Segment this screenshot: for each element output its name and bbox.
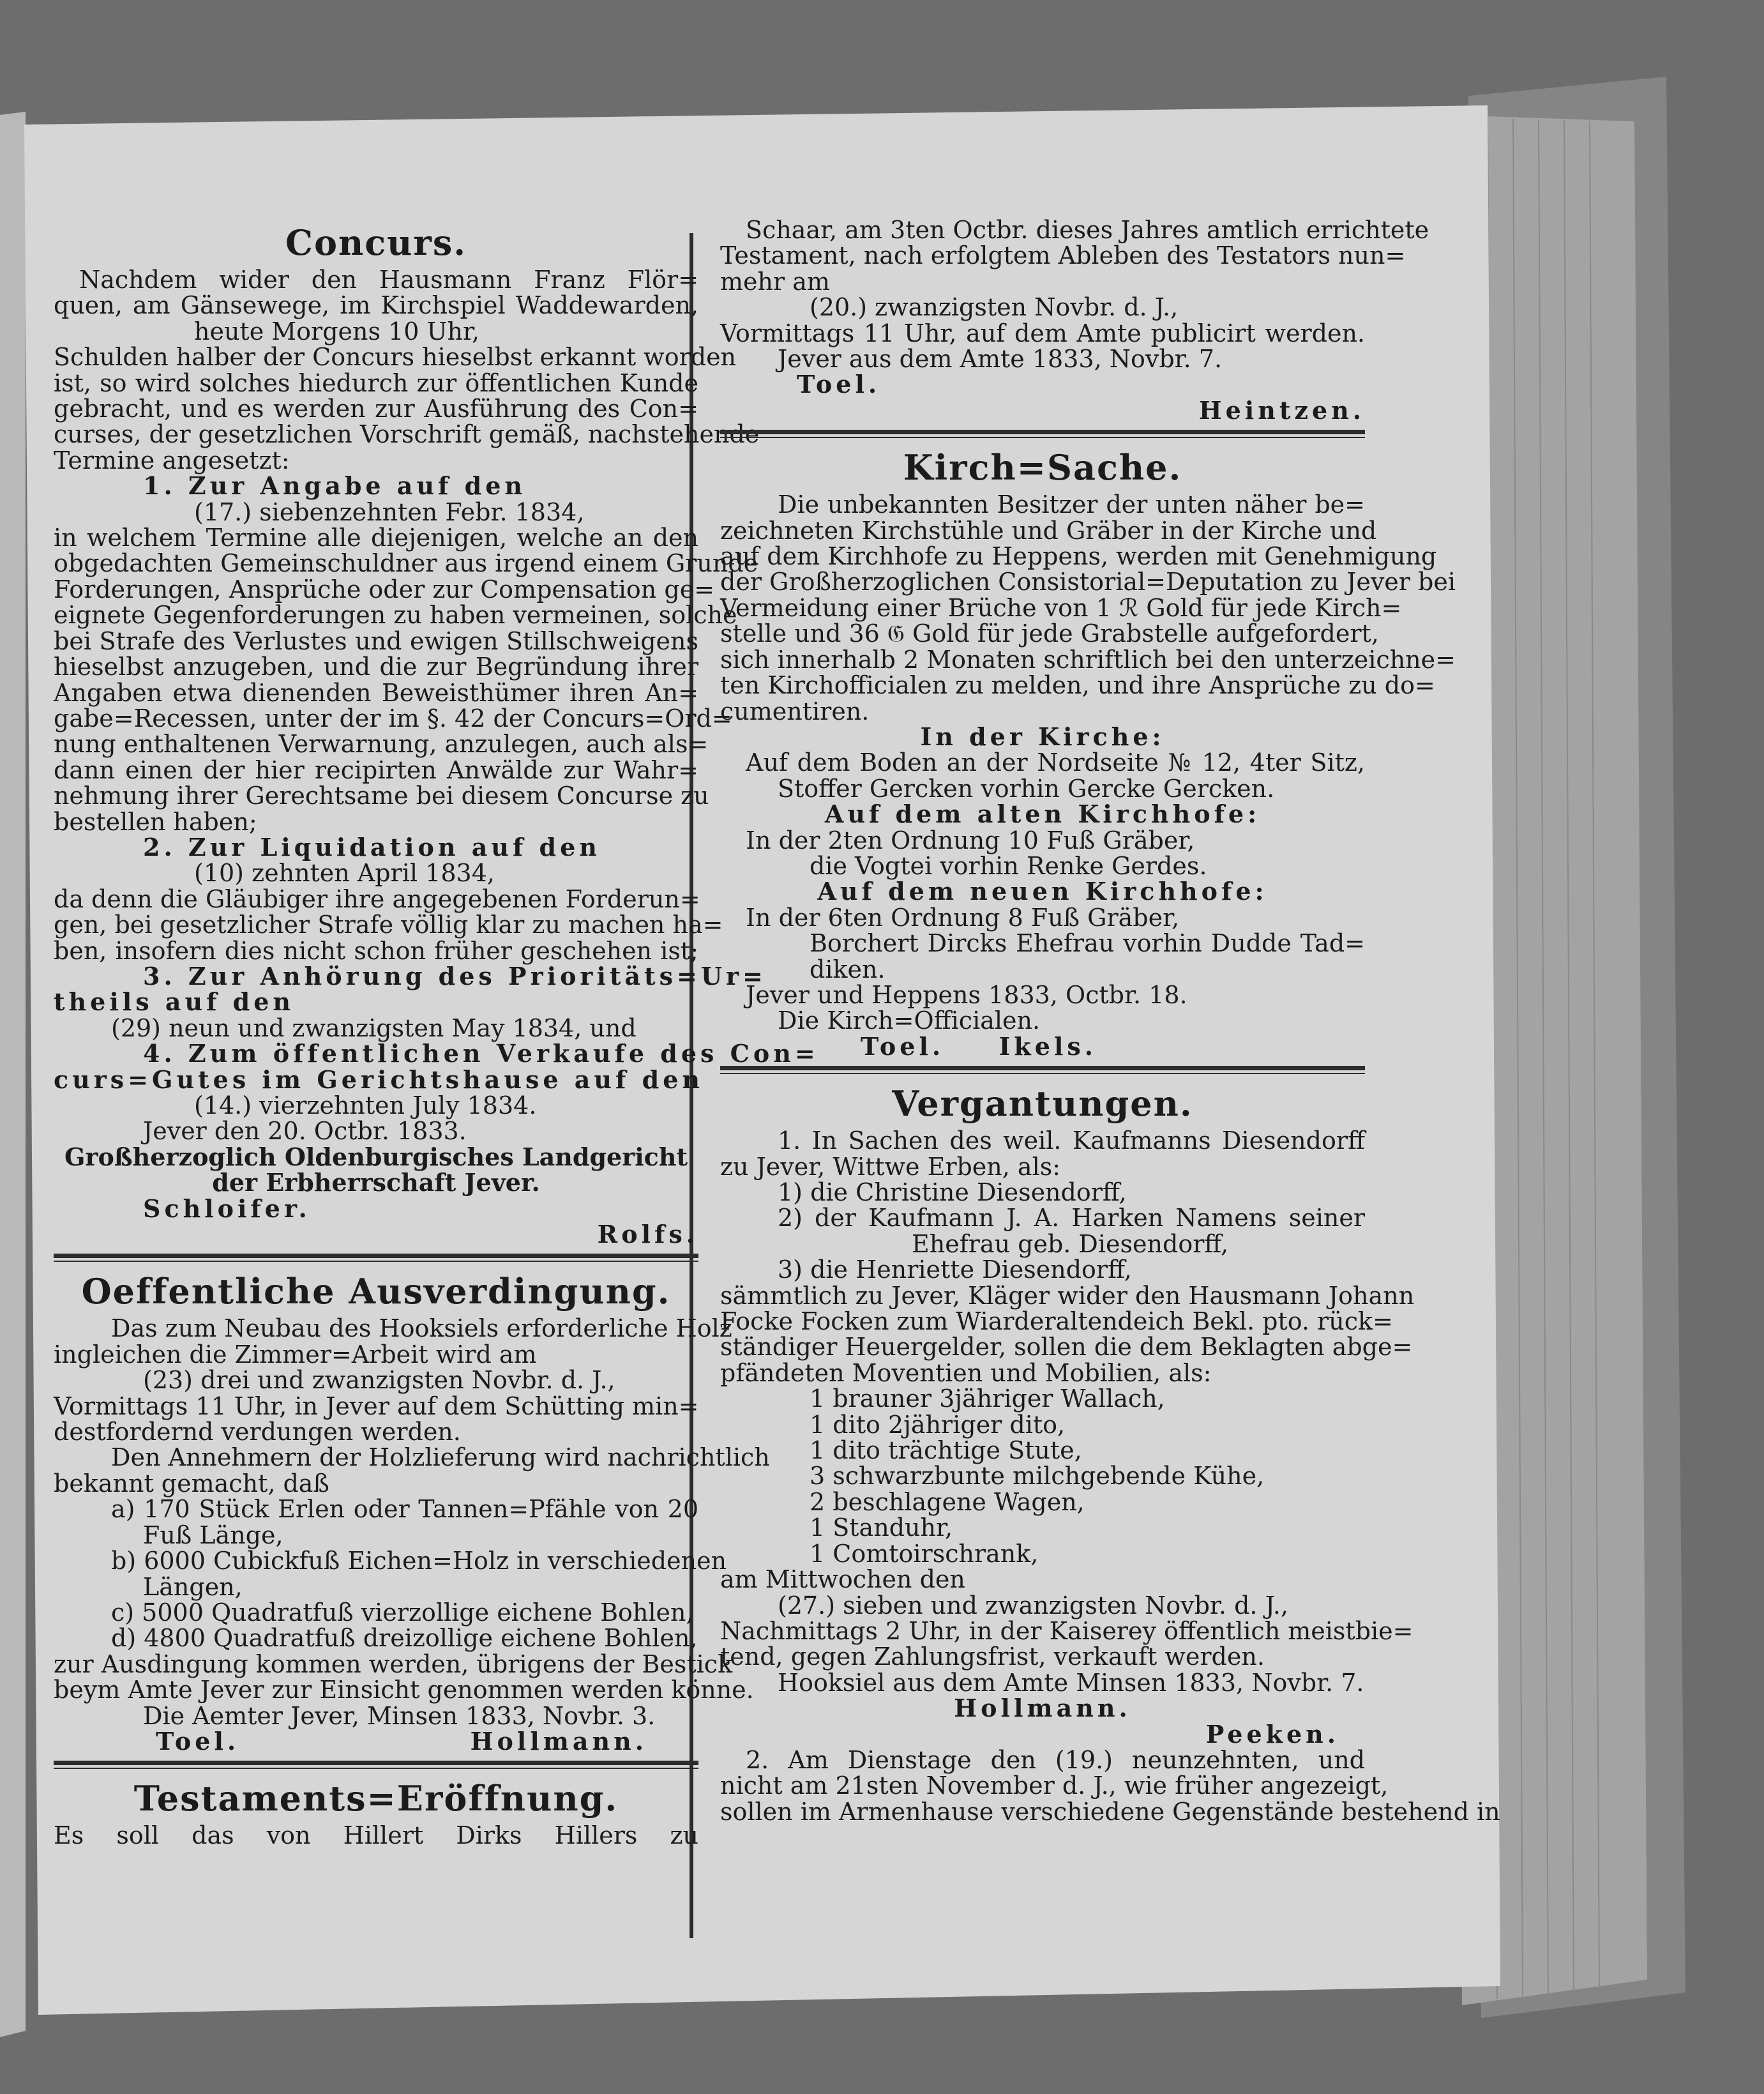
text-line: Angaben etwa dienenden Beweisthümer ihren An= [54,678,698,707]
text-line: c) 5000 Quadratfuß vierzollige eichene Bohlen, [111,1598,694,1627]
text-line: Vormittags 11 Uhr, auf dem Amte publicirt werden. [720,319,1365,347]
signature: Ikels. [999,1031,1097,1061]
text-line: in welchem Termine alle diejenigen, welche an den [54,524,698,552]
subheading: Auf dem neuen Kirchhofe: [817,877,1268,906]
ausverdingung-notice [54,1270,770,1756]
testament-continuation [720,216,1429,425]
text-line: nung enthaltenen Verwarnung, anzulegen, auch als= [54,730,709,759]
text-line: beym Amte Jever zur Einsicht genommen werden könne. [54,1676,754,1704]
signature: Toel. [861,1031,945,1061]
ausverdingung-heading: Oeffentliche Ausverdingung. [81,1271,671,1312]
signature: Heintzen. [1198,395,1365,425]
text-line: nehmung ihrer Gerechtsame bei diesem Concurse zu [54,782,709,810]
text-line: In der 2ten Ordnung 10 Fuß Gräber, [746,826,1195,854]
text-line: hieselbst anzugeben, und die zur Begründung ihrer [54,653,698,681]
text-line: curs=Gutes im Gerichtshause auf den [54,1065,704,1094]
text-line: Nachmittags 2 Uhr, in der Kaiserey öffentlich meistbie= [720,1616,1413,1645]
text-line: bestellen haben; [54,807,257,836]
text-line: da denn die Gläubiger ihre angegebenen Forderun= [54,884,700,913]
text-line: Jever den 20. Octbr. 1833. [143,1117,467,1146]
signatures [720,1031,1365,1061]
signature: Hollmann. [470,1726,647,1756]
signature: Toel. [797,370,881,399]
text-line: sollen im Armenhause verschiedene Gegenstände bestehend in [720,1797,1500,1826]
text-line: mehr am [720,267,830,296]
text-line: bekannt gemacht, daß [54,1469,329,1498]
subheading: Auf dem alten Kirchhofe: [824,800,1261,829]
text-line: Auf dem Boden an der Nordseite № 12, 4ter Sitz, [746,748,1365,777]
text-line: Es soll das von Hillert Dirks Hillers zu [54,1821,698,1850]
text-line: cumentiren. [720,697,870,725]
text-line: gen, bei gesetzlicher Strafe völlig klar zu machen ha= [54,911,723,939]
vergantungen-heading: Vergantungen. [892,1083,1193,1125]
text-line: Vormittags 11 Uhr, in Jever auf dem Schütting min= [54,1392,699,1420]
vergantungen-notice [720,1082,1500,1826]
text-line: stelle und 36 𝔊 Gold für jede Grabstelle aufgefordert, [720,619,1379,648]
text-line: Borchert Dircks Ehefrau vorhin Dudde Tad= [810,929,1365,958]
text-line: Ehefrau geb. Diesendorff, [912,1229,1229,1258]
court-name: Großherzoglich Oldenburgisches Landgericht [64,1142,688,1171]
text-line: pfändeten Moventien und Mobilien, als: [720,1358,1212,1387]
signature: Peeken. [1205,1719,1339,1749]
text-line: ingleichen die Zimmer=Arbeit wird am [54,1340,537,1369]
text-line: am Mittwochen den [720,1565,965,1594]
signature: Toel. [156,1726,240,1756]
text-line: ben, insofern dies nicht schon früher geschehen ist; [54,936,698,965]
signature: Hollmann. [954,1694,1131,1723]
text-line: 3. Zur Anhörung des Prioritäts=Ur= [143,961,767,990]
text-line: eignete Gegenforderungen zu haben vermeinen, solche [54,601,737,630]
text-line: (14.) vierzehnten July 1834. [194,1091,537,1119]
section-divider [54,1254,698,1262]
signature: Rolfs. [597,1220,698,1249]
section-divider [54,1761,698,1769]
text-line: Jever aus dem Amte 1833, Novbr. 7. [778,345,1223,374]
text-line: destfordernd verdungen werden. [54,1418,461,1446]
text-line: Jever und Heppens 1833, Octbr. 18. [746,980,1187,1009]
text-line: 1 Comtoirschrank, [810,1539,1039,1568]
text-line: theils auf den [54,987,295,1017]
text-line: Nachdem wider den Hausmann Franz Flör= [79,266,698,294]
text-line: 1. Zur Angabe auf den [143,471,526,501]
text-line: sich innerhalb 2 Monaten schriftlich bei den unterzeichne= [720,645,1456,674]
text-line: Testament, nach erfolgtem Ableben des Testators nun= [720,241,1406,270]
text-line: gabe=Recessen, unter der im §. 42 der Concurs=Ord= [54,704,732,732]
text-line: Fuß Länge, [143,1521,283,1549]
court-district: der Erbherrschaft Jever. [212,1168,540,1197]
text-line: Längen, [143,1572,243,1601]
text-line: 1 Standuhr, [810,1514,953,1542]
text-line: 1. In Sachen des weil. Kaufmanns Diesendorff [778,1127,1365,1155]
kirch-heading: Kirch=Sache. [903,447,1182,489]
subheading: In der Kirche: [920,722,1165,751]
text-line: auf dem Kirchhofe zu Heppens, werden mit Genehmigung [720,542,1437,571]
text-line: Die Kirch=Officialen. [778,1006,1041,1035]
kirch-notice [720,446,1456,1061]
text-line: Forderungen, Ansprüche oder zur Compensation ge= [54,575,715,603]
text-line: a) 170 Stück Erlen oder Tannen=Pfähle von 20 [111,1495,698,1524]
text-line: b) 6000 Cubickfuß Eichen=Holz in verschiedenen [111,1547,727,1575]
text-line: 1 dito trächtige Stute, [810,1436,1082,1465]
text-line: ständiger Heuergelder, sollen die dem Beklagten abge= [720,1333,1413,1362]
text-line: 1) die Christine Diesendorff, [778,1178,1127,1206]
signatures [720,372,1365,397]
text-line: Das zum Neubau des Hooksiels erforderliche Holz [111,1314,732,1343]
newspaper-page [24,121,1502,2012]
text-line: zur Ausdingung kommen werden, übrigens der Bestick [54,1650,733,1678]
text-line: die Vogtei vorhin Renke Gerdes. [810,851,1207,880]
text-line: sämmtlich zu Jever, Kläger wider den Hausmann Johann [720,1281,1415,1310]
text-line: Hooksiel aus dem Amte Minsen 1833, Novbr. 7. [778,1668,1364,1697]
text-line: zeichneten Kirchstühle und Gräber in der Kirche und [720,516,1377,545]
text-line: (20.) zwanzigsten Novbr. d. J., [810,293,1179,322]
text-line: Schaar, am 3ten Octbr. dieses Jahres amtlich errichtete [746,216,1429,244]
text-line: 4. Zum öffentlichen Verkaufe des Con= [143,1039,819,1068]
text-line: 2. Zur Liquidation auf den [143,832,601,861]
text-line: 3) die Henriette Diesendorff, [778,1256,1132,1284]
text-line: Termine angesetzt: [54,446,290,474]
text-line: tend, gegen Zahlungsfrist, verkauft werden. [720,1643,1265,1671]
concurs-heading: Concurs. [285,222,467,263]
text-line: ist, so wird solches hiedurch zur öffentlichen Kunde [54,368,698,397]
text-line: 2. Am Dienstage den (19.) neunzehnten, und [746,1745,1365,1774]
testament-heading: Testaments=Eröffnung. [133,1778,619,1819]
text-line: Die unbekannten Besitzer der unten näher be= [778,490,1365,519]
text-line: (27.) sieben und zwanzigsten Novbr. d. J., [778,1591,1289,1620]
section-divider [720,430,1365,438]
left-page-edge [0,112,26,2037]
right-column [720,216,1500,1826]
text-line: Focke Focken zum Wiarderaltendeich Bekl. pto. rück= [720,1307,1393,1336]
text-line: dann einen der hier recipirten Anwälde zur Wahr= [54,755,698,784]
text-line: curses, der gesetzlichen Vorschrift gemäß, nachstehende [54,420,760,449]
text-line: 1 dito 2jähriger dito, [810,1410,1066,1439]
text-line: In der 6ten Ordnung 8 Fuß Gräber, [746,903,1180,932]
text-line: gebracht, und es werden zur Ausführung des Con= [54,395,698,423]
text-line: diken. [810,955,886,983]
signature: Schloifer. [143,1194,311,1223]
text-line: bei Strafe des Verlustes und ewigen Stillschweigens [54,626,698,655]
testament-notice [54,1777,698,1848]
text-line: nicht am 21sten November d. J., wie früher angezeigt, [720,1772,1389,1800]
text-line: zu Jever, Wittwe Erben, als: [720,1152,1061,1181]
text-line: Den Annehmern der Holzlieferung wird nachrichtlich [111,1443,770,1472]
text-line: 1 brauner 3jähriger Wallach, [810,1385,1165,1413]
text-line: (23) drei und zwanzigsten Novbr. d. J., [143,1366,615,1395]
text-line: der Großherzoglichen Consistorial=Deputation zu Jever bei [720,568,1456,596]
text-line: (10) zehnten April 1834, [194,859,495,888]
text-line: Vermeidung einer Brüche von 1 ℛ Gold für jede Kirch= [720,593,1402,622]
text-line: Stoffer Gercken vorhin Gercke Gercken. [778,774,1275,803]
text-line: 2) der Kaufmann J. A. Harken Namens seiner [778,1204,1365,1233]
text-line: ten Kirchofficialen zu melden, und ihre Ansprüche zu do= [720,671,1435,700]
signatures [54,1726,698,1756]
section-divider [720,1066,1365,1074]
text-line: obgedachten Gemeinschuldner aus irgend einem Grunde [54,549,758,578]
text-line: Schulden halber der Concurs hieselbst erkannt worden [54,343,737,372]
text-line: 2 beschlagene Wagen, [810,1487,1085,1516]
text-line: quen, am Gänsewege, im Kirchspiel Waddewarden, [54,291,698,320]
text-line: d) 4800 Quadratfuß dreizollige eichene Bohlen, [111,1624,698,1653]
text-line: 3 schwarzbunte milchgebende Kühe, [810,1462,1265,1491]
text-line: (17.) siebenzehnten Febr. 1834, [194,497,585,526]
text-line: (29) neun und zwanzigsten May 1834, und [111,1013,637,1042]
text-line: heute Morgens 10 Uhr, [194,317,480,345]
text-line: Die Aemter Jever, Minsen 1833, Novbr. 3. [143,1701,656,1730]
